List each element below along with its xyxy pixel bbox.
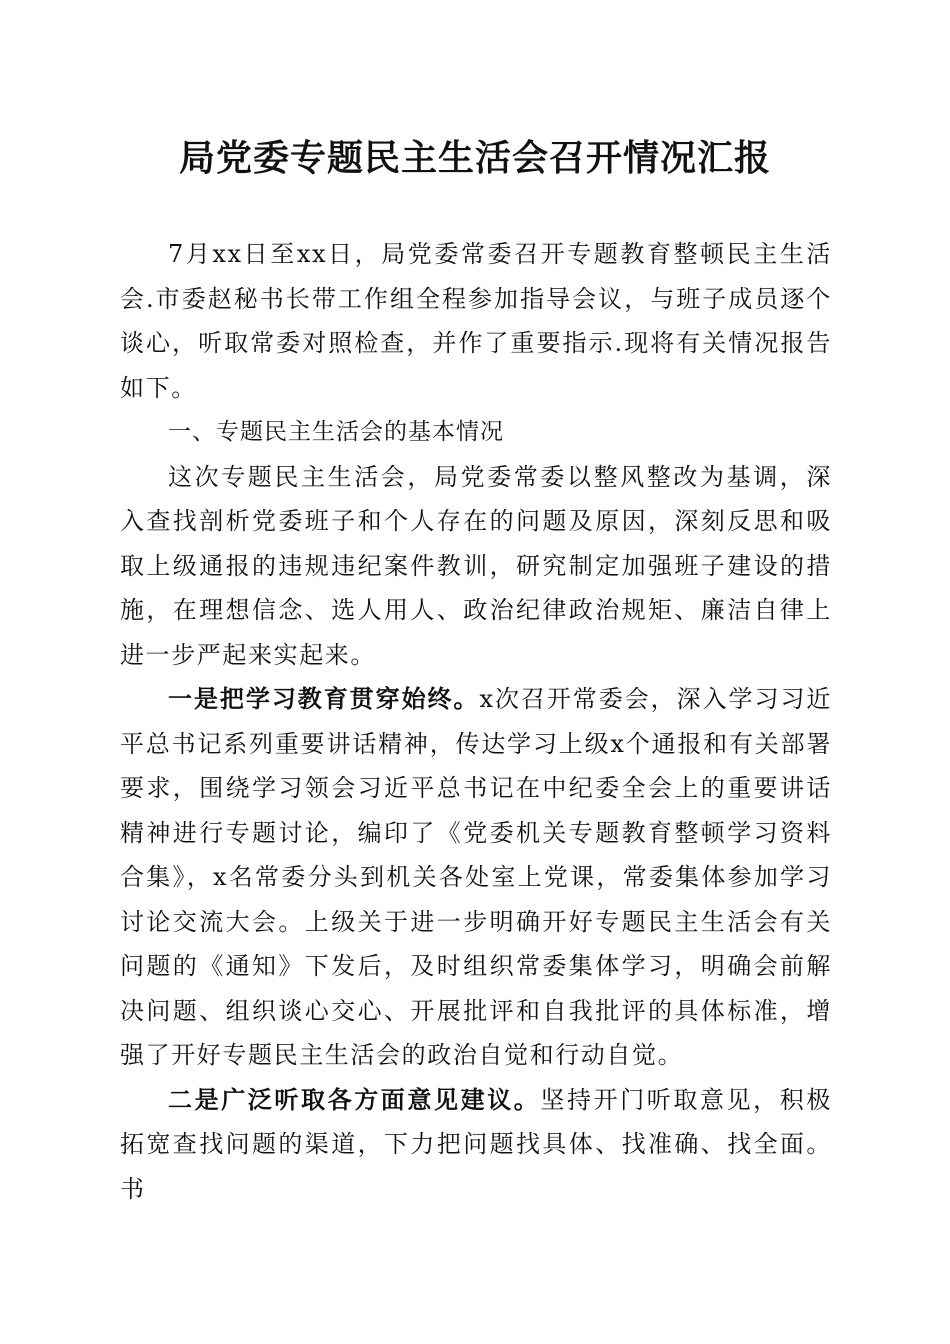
point-1-lead: 一是把学习教育贯穿始终。 — [168, 684, 480, 713]
point-1-text: x次召开常委会，深入学习习近平总书记系列重要讲话精神，传达学习上级x个通报和有关部署要求，围绕学习领会习近平总书记在中纪委全会上的重要讲话精神进行专题讨论，编印了《党委机关专题教育整顿学习资料合集》，x名常委分头到机关各处室上党课，常委集体参加学习讨论交流大会。上级关于进一步明确开好专题民主生活会有关问题的《通知》下发后，及时组织常委集体学习，明确会前解决问题、组织谈心交心、开展批评和自我批评的具体标准，增强了开好专题民主生活会的政治自觉和行动自觉。 — [120, 685, 832, 1069]
document-body — [120, 232, 832, 1211]
document-title: 局党委专题民主生活会召开情况汇报 — [178, 137, 771, 179]
section-heading: 一、专题民主生活会的基本情况 — [168, 419, 504, 445]
intro-paragraph: 7月xx日至xx日，局党委常委召开专题教育整顿民主生活会.市委赵秘书长带工作组全程参加指导会议，与班子成员逐个谈心，听取常委对照检查，并作了重要指示.现将有关情况报告如下。 — [120, 240, 832, 402]
point-paragraph-2 — [120, 1078, 832, 1212]
point-2-text: 坚持开门听取意见，积极拓宽查找问题的渠道，下力把问题找具体、找准确、找全面。书 — [120, 1085, 832, 1203]
point-2-lead: 二是广泛听取各方面意见建议。 — [168, 1084, 541, 1114]
section-paragraph: 这次专题民主生活会，局党委常委以整风整改为基调，深入查找剖析党委班子和个人存在的问题及原因，深刻反思和吸取上级通报的违规违纪案件教训，研究制定加强班子建设的措施，在理想信念、选人用人、政治纪律政治规矩、廉洁自律上进一步严起来实起来。 — [120, 462, 832, 669]
point-paragraph-1 — [120, 677, 832, 1078]
